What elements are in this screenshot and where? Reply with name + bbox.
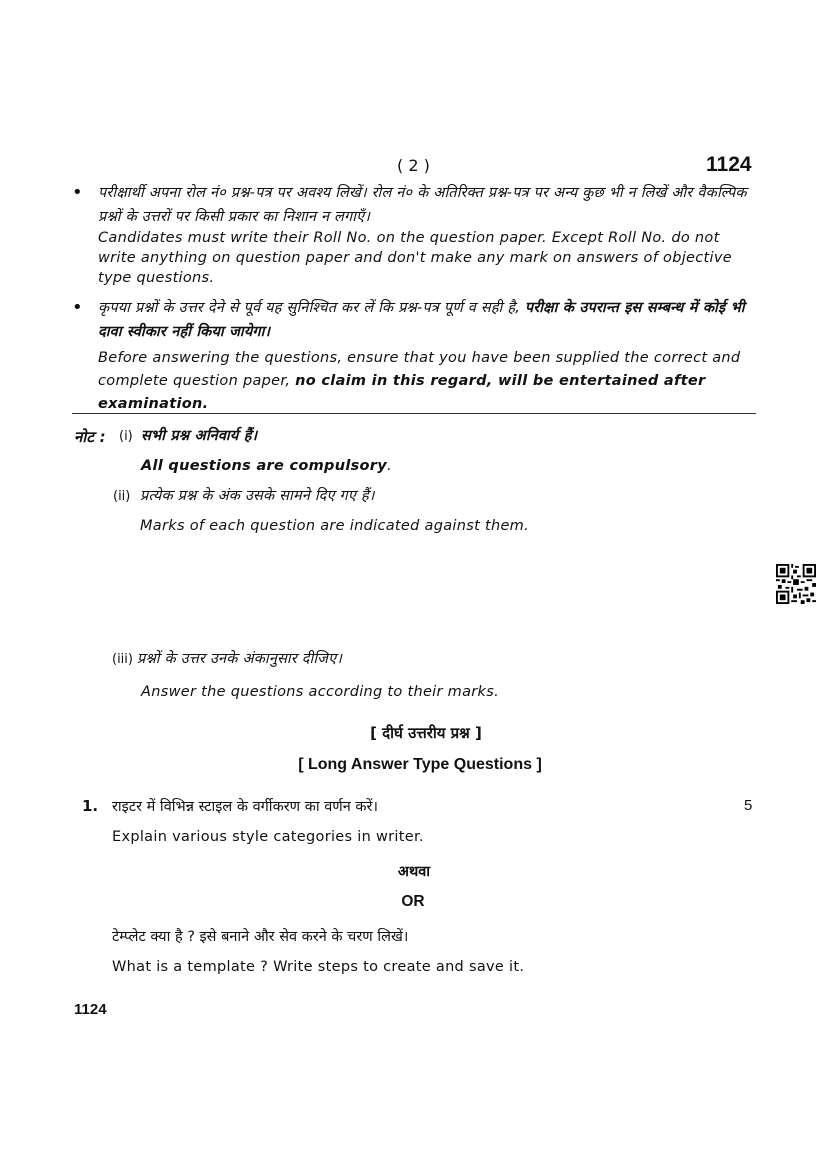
note-item-2-hindi: प्रत्येक प्रश्न के अंक उसके सामने दिए गए हैं। bbox=[140, 488, 375, 504]
instruction-2-english-bold: no claim in this regard, will be entertained after examination. bbox=[98, 373, 706, 412]
section-title-english: [ Long Answer Type Questions ] bbox=[298, 756, 542, 773]
question-1-alt-english: What is a template ? Write steps to create and save it. bbox=[112, 959, 525, 975]
instruction-1-hindi: परीक्षार्थी अपना रोल नं० प्रश्न-पत्र पर अवश्य लिखें। रोल नं० के अतिरिक्त प्रश्न-पत्र पर अन्य कुछ भी न लिखें और वैकल्पिक प्रश्नों के उत्तरों पर किसी प्रकार का निशान न लगाएँ। bbox=[98, 185, 747, 225]
instruction-2-hindi-text: कृपया प्रश्नों के उत्तर देने से पूर्व यह सुनिश्चित कर लें कि प्रश्न-पत्र पूर्ण व सही है, bbox=[98, 300, 521, 316]
note-item-1-number: (i) bbox=[119, 429, 133, 444]
note-item-1-english bbox=[141, 456, 392, 476]
note-item-3-english: Answer the questions according to their marks. bbox=[141, 684, 500, 700]
paper-code-footer: 1124 bbox=[74, 1001, 107, 1018]
instruction-2-hindi bbox=[98, 296, 756, 344]
section-title-hindi: [ दीर्घ उत्तरीय प्रश्न ] bbox=[370, 724, 482, 742]
qr-code-icon bbox=[776, 564, 816, 604]
instruction-2-english-text: Before answering the questions, ensure that you have been supplied the correct and complete question paper, bbox=[98, 350, 741, 389]
note-item-2-english: Marks of each question are indicated against them. bbox=[140, 518, 530, 534]
question-1-marks: 5 bbox=[744, 797, 753, 814]
note-item-1-english-suffix: . bbox=[387, 458, 392, 474]
question-1-hindi: राइटर में विभिन्न स्टाइल के वर्गीकरण का वर्णन करें। bbox=[112, 799, 378, 815]
note-item-3-number: (iii) bbox=[112, 652, 133, 667]
paper-code-header: 1124 bbox=[706, 153, 752, 176]
note-item-1-english-bold: All questions are compulsory bbox=[141, 458, 387, 474]
instruction-2-hindi-bold: परीक्षा के उपरान्त इस सम्बन्ध में कोई भी दावा स्वीकार नहीं किया जायेगा। bbox=[98, 300, 745, 340]
divider bbox=[72, 413, 756, 414]
instruction-1-english: Candidates must write their Roll No. on the question paper. Except Roll No. do not write anything on question paper and don't make any mark on answers of objective type questions. bbox=[98, 230, 732, 286]
question-1-english: Explain various style categories in writer. bbox=[112, 829, 424, 845]
note-item-1-hindi: सभी प्रश्न अनिवार्य हैं। bbox=[141, 428, 258, 444]
bullet-icon: • bbox=[72, 182, 83, 203]
note-item-3-hindi: प्रश्नों के उत्तर उनके अंकानुसार दीजिए। bbox=[137, 651, 343, 667]
note-label: नोट : bbox=[74, 428, 106, 446]
instruction-2-english bbox=[98, 347, 756, 416]
note-item-2-number: (ii) bbox=[113, 489, 131, 504]
question-1-number: 1. bbox=[82, 797, 99, 815]
or-english: OR bbox=[401, 893, 425, 910]
bullet-icon: • bbox=[72, 297, 83, 318]
question-1-alt-hindi: टेम्प्लेट क्या है ? इसे बनाने और सेव करने के चरण लिखें। bbox=[112, 929, 409, 945]
page-number: ( 2 ) bbox=[397, 156, 430, 175]
or-hindi: अथवा bbox=[397, 864, 431, 880]
